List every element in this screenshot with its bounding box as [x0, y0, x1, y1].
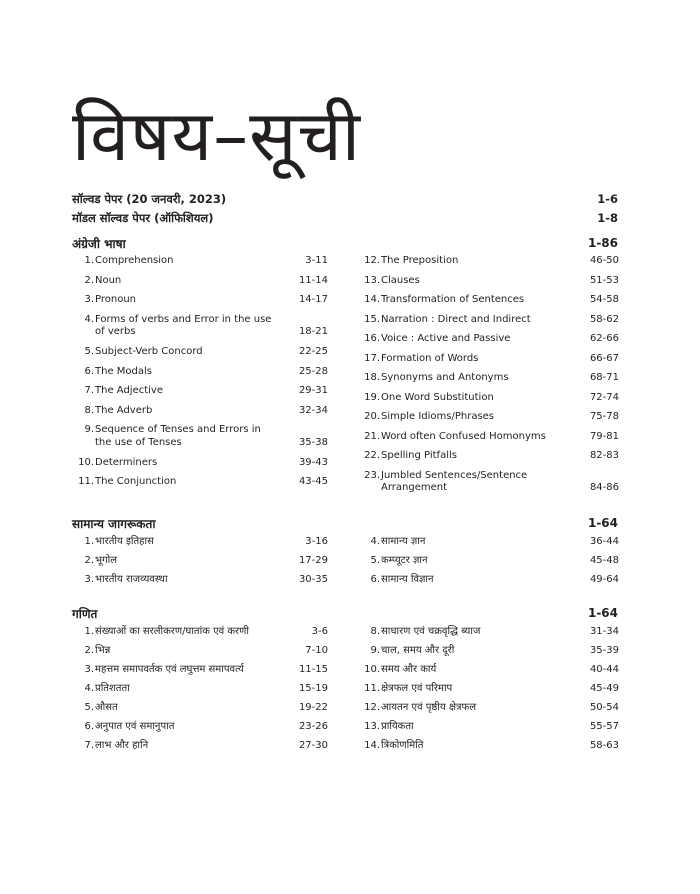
toc-item: 8. The Adverb 32-34	[84, 404, 328, 416]
toc-item: 4. प्रतिशतता 15-19	[84, 683, 328, 694]
section-header-general-awareness	[72, 514, 618, 532]
toc-item: 6. The Modals 25-28	[84, 365, 328, 377]
toc-item: 8. साधारण एवं चक्रवृद्धि ब्याज 31-34	[370, 626, 619, 637]
toc-item: 22. Spelling Pitfalls 82-83	[364, 450, 619, 461]
toc-item: 1. भारतीय इतिहास 3-16	[84, 536, 328, 547]
toc-item: 3. महत्तम समापवर्तक एवं लघुत्तम समापवर्त्य 11-15	[84, 664, 328, 675]
section-pages: 1-64	[587, 516, 618, 530]
toc-item: 11. क्षेत्रफल एवं परिमाप 45-49	[364, 683, 619, 694]
toc-item: 10. Determiners 39-43	[78, 456, 328, 468]
section-title: सामान्य जागरूकता	[72, 516, 156, 531]
toc-item: 1. Comprehension 3-11	[84, 255, 328, 266]
toc-item: 4. सामान्य ज्ञान 36-44	[370, 536, 619, 547]
toc-item: 9. चाल, समय और दूरी 35-39	[370, 645, 619, 656]
section-pages: 1-86	[587, 236, 618, 250]
toc-item: 23. Jumbled Sentences/Sentence Arrangement 84-86	[364, 469, 619, 493]
section-title: अंग्रेजी भाषा	[72, 236, 126, 251]
toc-item: 2. Noun 11-14	[84, 274, 328, 286]
toc-item: 5. Subject-Verb Concord 22-25	[84, 346, 328, 357]
toc-item: 18. Synonyms and Antonyms 68-71	[364, 372, 619, 383]
toc-item: 16. Voice : Active and Passive 62-66	[364, 333, 619, 344]
toc-item: 20. Simple Idioms/Phrases 75-78	[364, 411, 619, 422]
toc-item: 7. The Adjective 29-31	[84, 385, 328, 396]
toc-item: 5. औसत 19-22	[84, 702, 328, 713]
paper-label: सॉल्वड पेपर (20 जनवरी, 2023)	[72, 191, 227, 206]
toc-item: 4. Forms of verbs and Error in the use of verbs 18-21	[84, 313, 328, 337]
toc-item: 15. Narration : Direct and Indirect 58-62	[364, 313, 619, 325]
paper-row-solved	[72, 190, 618, 208]
toc-item: 5. कम्प्यूटर ज्ञान 45-48	[370, 555, 619, 566]
toc-item: 9. Sequence of Tenses and Errors in the use of Tenses 35-38	[84, 424, 328, 448]
toc-item: 6. सामान्य विज्ञान 49-64	[370, 574, 619, 585]
toc-item: 2. भिन्न 7-10	[84, 645, 328, 656]
toc-item: 2. भूगोल 17-29	[84, 555, 328, 566]
paper-pages: 1-6	[597, 192, 618, 206]
paper-row-model	[72, 209, 618, 227]
section-header-english	[72, 234, 618, 252]
section-title: गणित	[72, 606, 98, 621]
toc-item: 13. Clauses 51-53	[364, 274, 619, 286]
toc-item: 3. भारतीय राजव्यवस्था 30-35	[84, 574, 328, 585]
toc-item: 1. संख्याओं का सरलीकरण/घातांक एवं करणी 3-6	[84, 626, 328, 637]
toc-item: 14. त्रिकोणमिति 58-63	[364, 740, 619, 751]
toc-item: 12. The Preposition 46-50	[364, 255, 619, 266]
toc-item: 17. Formation of Words 66-67	[364, 352, 619, 364]
toc-item: 7. लाभ और हानि 27-30	[84, 740, 328, 751]
section-pages: 1-64	[587, 606, 618, 620]
toc-item: 3. Pronoun 14-17	[84, 294, 328, 305]
section-header-mathematics	[72, 604, 618, 622]
toc-item: 12. आयतन एवं पृष्ठीय क्षेत्रफल 50-54	[364, 702, 619, 713]
paper-label: मॉडल सॉल्वड पेपर (ऑफिशियल)	[72, 210, 214, 225]
toc-item: 11. The Conjunction 43-45	[78, 476, 328, 487]
toc-item: 10. समय और कार्य 40-44	[364, 664, 619, 675]
toc-item: 21. Word often Confused Homonyms 79-81	[364, 430, 619, 442]
page-title: विषय–सूची	[72, 95, 362, 177]
toc-item: 19. One Word Substitution 72-74	[364, 391, 619, 403]
toc-item: 6. अनुपात एवं समानुपात 23-26	[84, 721, 328, 732]
toc-item: 14. Transformation of Sentences 54-58	[364, 294, 619, 305]
paper-pages: 1-8	[597, 211, 618, 225]
toc-item: 13. प्रायिकता 55-57	[364, 721, 619, 732]
